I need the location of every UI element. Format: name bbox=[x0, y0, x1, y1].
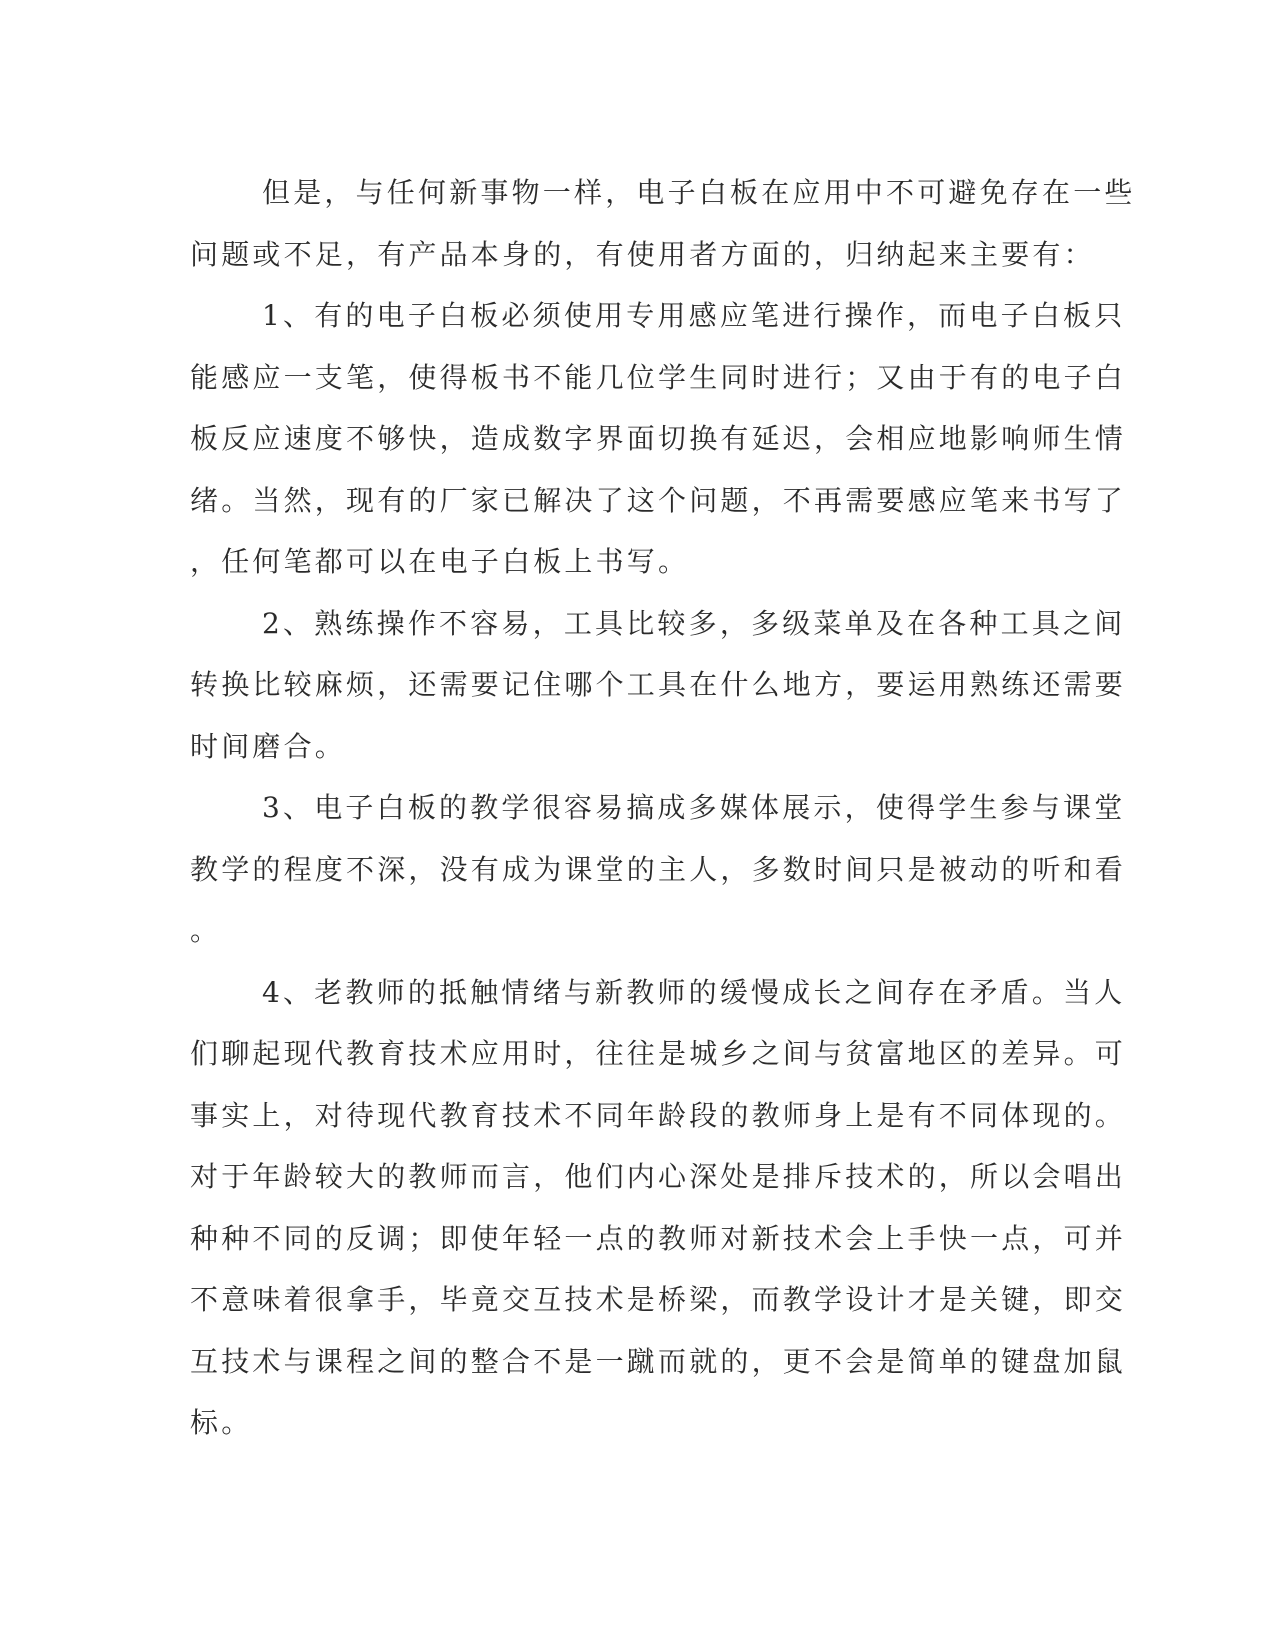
paragraph-4-line-5: 种种不同的反调；即使年轻一点的教师对新技术会上手快一点，可并 bbox=[190, 1221, 1127, 1255]
paragraph-1-line-2: 能感应一支笔，使得板书不能几位学生同时进行；又由于有的电子白 bbox=[190, 360, 1127, 394]
paragraph-4-line-1: 4、老教师的抵触情绪与新教师的缓慢成长之间存在矛盾。当人 bbox=[262, 975, 1126, 1009]
paragraph-intro-line-1: 但是，与任何新事物一样，电子白板在应用中不可避免存在一些 bbox=[262, 176, 1136, 209]
paragraph-4-line-4: 对于年龄较大的教师而言，他们内心深处是排斥技术的，所以会唱出 bbox=[190, 1160, 1127, 1193]
paragraph-3-line-1: 3、电子白板的教学很容易搞成多媒体展示，使得学生参与课堂 bbox=[262, 791, 1126, 824]
paragraph-2-line-3: 时间磨合。 bbox=[190, 729, 347, 763]
paragraph-3-line-2: 教学的程度不深，没有成为课堂的主人，多数时间只是被动的听和看 bbox=[190, 852, 1127, 886]
paragraph-2-line-2: 转换比较麻烦，还需要记住哪个工具在什么地方，要运用熟练还需要 bbox=[190, 668, 1127, 701]
paragraph-4-line-7: 互技术与课程之间的整合不是一蹴而就的，更不会是简单的键盘加鼠 bbox=[190, 1344, 1127, 1378]
paragraph-1-line-3: 板反应速度不够快，造成数字界面切换有延迟，会相应地影响师生情 bbox=[190, 422, 1127, 455]
body-text bbox=[190, 162, 1136, 1454]
paragraph-1-line-5: ，任何笔都可以在电子白板上书写。 bbox=[190, 545, 690, 578]
paragraph-3-line-3: 。 bbox=[190, 914, 222, 947]
paragraph-4-line-8: 标。 bbox=[190, 1406, 253, 1439]
paragraph-4-line-3: 事实上，对待现代教育技术不同年龄段的教师身上是有不同体现的。 bbox=[190, 1098, 1127, 1132]
paragraph-4-line-2: 们聊起现代教育技术应用时，往往是城乡之间与贫富地区的差异。可 bbox=[190, 1037, 1127, 1070]
paragraph-1-line-1: 1、有的电子白板必须使用专用感应笔进行操作，而电子白板只 bbox=[262, 299, 1126, 332]
paragraph-4-line-6: 不意味着很拿手，毕竟交互技术是桥梁，而教学设计才是关键，即交 bbox=[190, 1283, 1127, 1316]
paragraph-2-line-1: 2、熟练操作不容易，工具比较多，多级菜单及在各种工具之间 bbox=[262, 606, 1126, 640]
paragraph-intro-line-2: 问题或不足，有产品本身的，有使用者方面的，归纳起来主要有： bbox=[190, 237, 1095, 271]
paragraph-1-line-4: 绪。当然，现有的厂家已解决了这个问题，不再需要感应笔来书写了 bbox=[190, 483, 1127, 517]
